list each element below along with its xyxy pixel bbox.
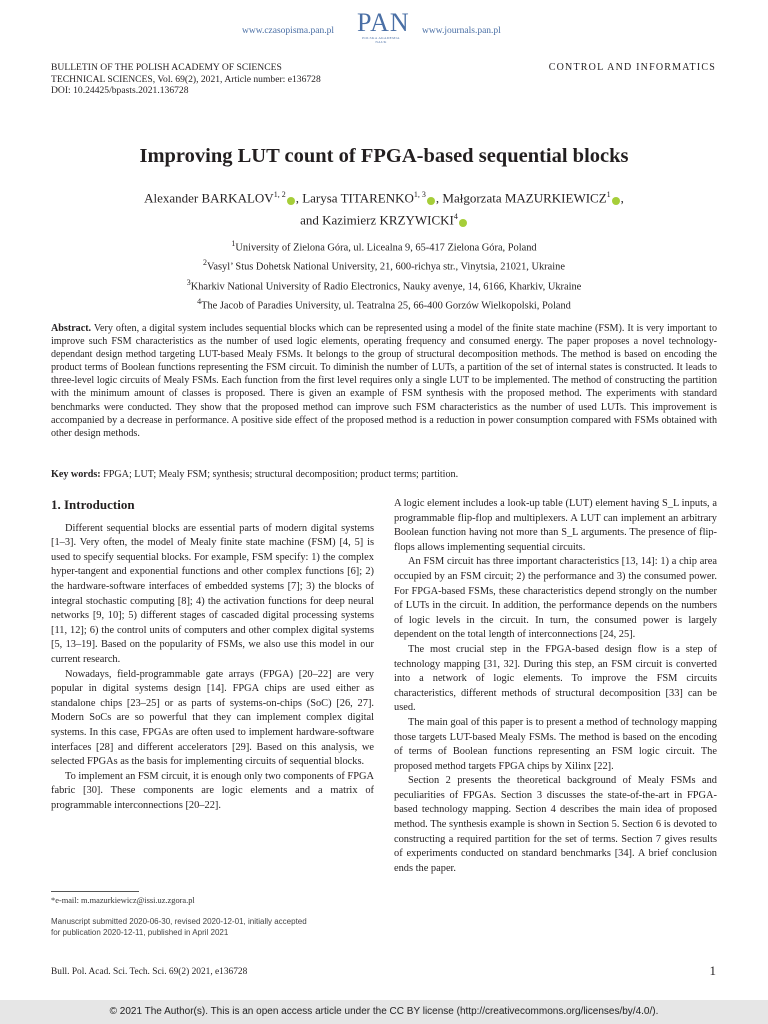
author-sup: 4: [453, 212, 458, 221]
keywords-text: FPGA; LUT; Mealy FSM; synthesis; structural decomposition; product terms; partition.: [103, 469, 459, 480]
orcid-icon[interactable]: [612, 197, 620, 205]
paragraph: Section 2 presents the theoretical background of Mealy FSMs and peculiarities of FPGAs. Section 3 discusses the state-of-the-art in FPGA-based technology mapping. Section 4 describes the main idea of proposed method. The synthesis example is shown in Section 5. Section 6 is devoted to constructing a required partition for the set of terms. Section 7 gives results of experiments conducted on standard benchmarks [34]. A brief conclusion ends the paper.: [394, 775, 717, 874]
footnote-email[interactable]: *e-mail: m.mazurkiewicz@issi.uz.zgora.pl: [51, 896, 195, 905]
author-line-2: [0, 212, 768, 228]
author-line-1: Alexander BARKALOV$^{1, 2}$ , Larysa TITARENKO$^{1, 3}$ , Małgorzata MAZURKIEWICZ$^1$ ,: [144, 190, 624, 206]
pan-logo-text: PAN: [357, 8, 410, 37]
orcid-icon[interactable]: [427, 197, 435, 205]
left-column: [51, 498, 374, 813]
journal-volume: TECHNICAL SCIENCES, Vol. 69(2), 2021, Article number: e136728: [51, 73, 321, 85]
header-url-right[interactable]: www.journals.pan.pl: [422, 26, 501, 36]
paragraph: Nowadays, field-programmable gate arrays (FPGA) [20–22] are very popular in digital systems design [14]. FPGA chips are used either as standalone chips [23–25] or as parts of systems-on-chips (SoC) [26, 27]. Modern SoCs are so powerful that they can implement complex digital systems. In this case, FPGAs are often used to implement hardware-software interfaces [28] and different accelerators [29]. Based on this analysis, we selected FPGAs as the basis for implementing circuits of sequential blocks.: [51, 668, 374, 768]
section-tag: CONTROL AND INFORMATICS: [548, 62, 716, 73]
pan-logo-subtitle: POLSKA AKADEMIA NAUK: [362, 36, 400, 44]
paragraph: A logic element includes a look-up table (LUT) element having S_L inputs, a programmable flip-flop and multiplexers. A LUT can implement an arbitrary Boolean function having not more than S_L arguments. The presence of flip-flops allows implementing sequential circuits.: [394, 498, 717, 553]
author-name: Małgorzata MAZURKIEWICZ: [442, 190, 607, 206]
page-number: 1: [709, 963, 716, 978]
author-name: Alexander BARKALOV: [144, 190, 274, 206]
author-sup: 1, 3: [413, 190, 426, 199]
author-sup: 1, 2: [273, 190, 286, 199]
paragraph: Different sequential blocks are essential parts of modern digital systems [1–3]. Very often, the model of Mealy finite state machine (FSM) [4, 5] is used to specify sequential blocks. For example, FSM specify: 1) the complex hyper-tangent and exponential functions and other complex functions [6]; 2) the hardware-software interfaces of embedded systems [7]; 3) the blocks of integral stochastic computing [8]; 4) the activation functions for deep neural networks [9, 10]; 5) different stages of cascaded digital processing systems [11, 12]; 6) the control units of computers and other complex digital systems [5, 13–19]. Based on the popularity of FSMs, we also use this model in our current research.: [51, 522, 374, 665]
manuscript-dates: Manuscript submitted 2020-06-30, revised 2020-12-01, initially accepted for publication 2020-12-11, published in April 2021: [51, 917, 307, 937]
abstract-text: Very often, a digital system includes sequential blocks which can be represented using a model of the finite state machine (FSM). It is very important to improve such FSM characteristics as the number of used logic elements, operating frequency and consumed energy. The paper proposes a novel technology-dependant design method targeting LUT-based Mealy FSMs. It belongs to the group of structural decomposition methods. The method is based on encoding the product terms of Boolean functions representing the FSM circuit. To diminish the number of LUTs, a partition of the set of internal states is constructed. It leads to three-level logic circuits of Mealy FSMs. Each function from the first level requires only a single LUT to be implemented. The method of constructing the partition with the minimum amount of classes is proposed. There is given an example of FSM synthesis with the proposed method. The experiments with standard benchmarks were conducted. They show that the proposed method can improve such FSM characteristics as the number of used LUTs. This improvement is accompanied by a decrease in performance. A positive side effect of the proposed method is a reduction in power consumption compared with FSMs obtained with other design methods.: [51, 323, 717, 439]
author-name: Larysa TITARENKO: [302, 190, 414, 206]
pan-logo: [357, 8, 410, 44]
paragraph: To implement an FSM circuit, it is enough only two components of FPGA fabric [30]. These components are logic elements and a matrix of programmable interconnections [20–22].: [51, 770, 374, 811]
orcid-icon[interactable]: [287, 197, 295, 205]
journal-info: [51, 62, 321, 97]
keywords: [51, 469, 717, 480]
footer-citation: Bull. Pol. Acad. Sci. Tech. Sci. 69(2) 2021, e136728: [51, 967, 248, 977]
section-heading: 1. Introduction: [51, 497, 135, 512]
journal-doi[interactable]: DOI: 10.24425/bpasts.2021.136728: [51, 85, 189, 96]
footnote-rule: [51, 891, 139, 892]
affiliation: $^2$Vasyl’ Stus Dohetsk National University, 21, 600-richya str., Vinytsia, 21021, Ukraine: [203, 258, 565, 273]
right-column: [394, 497, 717, 876]
affiliation: $^1$University of Zielona Góra, ul. Licealna 9, 65-417 Zielona Góra, Poland: [231, 239, 537, 254]
keywords-label: Key words:: [51, 469, 101, 480]
affiliations: [0, 236, 768, 314]
orcid-icon[interactable]: [459, 219, 467, 227]
author-name: and Kazimierz KRZYWICKI: [300, 212, 454, 228]
abstract-label: Abstract.: [51, 323, 92, 334]
affiliation: $^3$Kharkiv National University of Radio Electronics, Nauky avenye, 14, 6166, Kharkiv, Ukraine: [186, 277, 582, 293]
author-sup: 1: [606, 190, 611, 199]
paragraph: An FSM circuit has three important characteristics [13, 14]: 1) a chip area occupied by an FSM circuit; 2) the performance and 3) the consumed power. For FPGA-based FSMs, these characteristics depend strongly on the number of LUTs in the circuit. In addition, the performance depends on the numbers of logic levels in the circuit. In turn, the consumed power is largely dependent on the total length of interconnections [24, 25].: [394, 556, 717, 641]
affiliation: $^4$The Jacob of Paradies University, ul. Teatralna 25, 66-400 Gorzów Wielkopolski, Poland: [197, 297, 571, 312]
journal-name: BULLETIN OF THE POLISH ACADEMY OF SCIENCES: [51, 62, 282, 73]
paragraph: The most crucial step in the FPGA-based design flow is a step of technology mapping [31, 32]. During this step, an FSM circuit is converted into a network of logic elements. To improve the FSM circuits characteristics, different methods of structural decomposition [33] can be used.: [394, 643, 717, 714]
header-url-left[interactable]: www.czasopisma.pan.pl: [242, 26, 334, 36]
paper-title: Improving LUT count of FPGA-based sequential blocks: [139, 145, 629, 167]
license-bar[interactable]: © 2021 The Author(s). This is an open access article under the CC BY license (http://creativecommons.org/licenses/by/4.0/).: [0, 1000, 768, 1024]
abstract: [51, 322, 717, 440]
paragraph: The main goal of this paper is to present a method of technology mapping those targets LUT-based Mealy FSMs. The method is based on the encoding of terms of Boolean functions representing an FSM logic circuit. The proposed method targets FPGA chips by Xilinx [22].: [394, 716, 717, 772]
